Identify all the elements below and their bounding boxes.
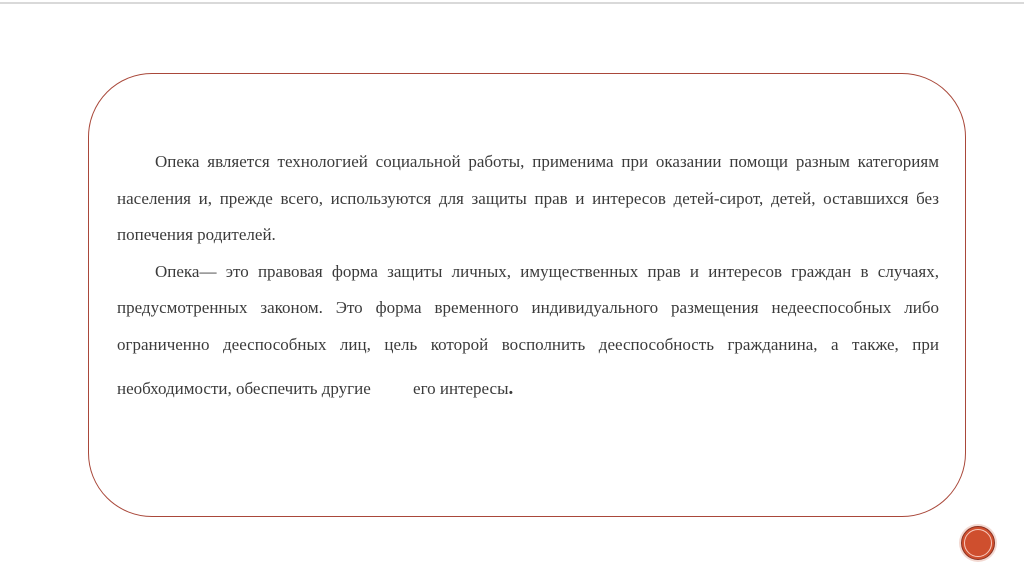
paragraph-2-last: его интересы bbox=[413, 379, 509, 398]
slide-nav-circle-icon[interactable] bbox=[958, 523, 998, 563]
paragraph-2-main: Опека— это правовая форма защиты личных, имущественных прав и интересов граждан в случаях, предусмотренных законом. Это форма временного индивидуального размещения недееспособных либо ограниченно дееспособных лиц, цель которой восполнить дееспособность гражданина, а также, при необходимости, обеспечить другие bbox=[117, 261, 939, 398]
top-divider bbox=[0, 2, 1024, 4]
slide-text bbox=[117, 144, 939, 408]
paragraph-2-end: . bbox=[508, 378, 514, 399]
paragraph-2-last-line bbox=[375, 371, 513, 408]
paragraph-1: Опека является технологией социальной работы, применима при оказании помощи разным категориям населения и, прежде всего, используются для защиты прав и интересов детей-сирот, детей, оставшихся без попечения родителей. bbox=[117, 152, 939, 244]
paragraph-2 bbox=[117, 254, 939, 408]
nav-circle-fill bbox=[962, 527, 995, 560]
